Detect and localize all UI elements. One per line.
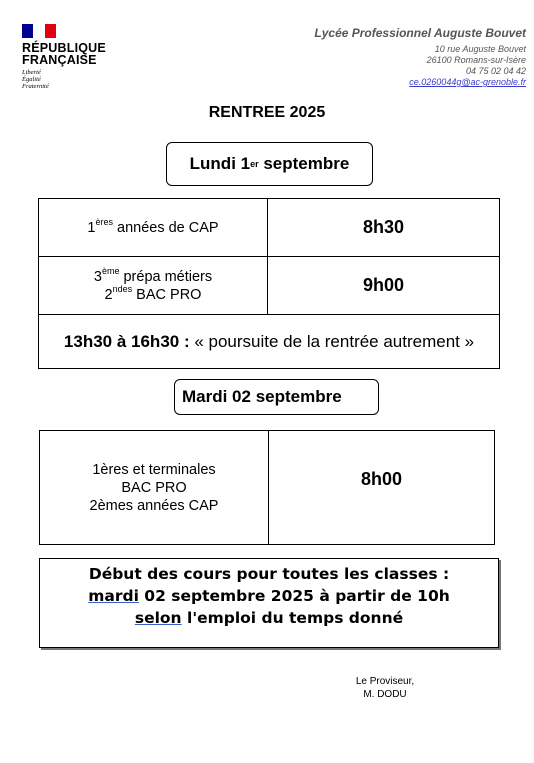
school-city: 26100 Romans-sur-Isère bbox=[426, 55, 526, 65]
notice-date: 02 septembre 2025 à partir de 10h bbox=[138, 587, 450, 605]
row2-line1 bbox=[40, 265, 266, 286]
signature-block bbox=[340, 675, 430, 701]
logo-name-line2: FRANÇAISE bbox=[22, 53, 97, 67]
row2-l1-num: 3 bbox=[93, 268, 102, 285]
table-row bbox=[40, 431, 495, 545]
day2-heading: Mardi 02 septembre bbox=[174, 379, 379, 415]
table-row bbox=[39, 199, 500, 257]
row2-l2-num: 2 bbox=[104, 286, 113, 303]
row1-text: années de CAP bbox=[112, 219, 219, 236]
school-street: 10 rue Auguste Bouvet bbox=[434, 44, 526, 54]
notice-line1: Début des cours pour toutes les classes : bbox=[88, 565, 450, 583]
logo-motto bbox=[22, 69, 112, 90]
row1-time: 8h30 bbox=[268, 199, 500, 257]
signature-role: Le Proviseur, bbox=[355, 676, 415, 687]
page-title: RENTREE 2025 bbox=[208, 104, 326, 121]
row1-label bbox=[39, 199, 268, 257]
day1-heading: Lundi 1 er septembre bbox=[166, 142, 373, 186]
day1-text: Lundi 1 bbox=[189, 154, 251, 173]
school-email-link[interactable]: ce.0260044g@ac-grenoble.fr bbox=[409, 77, 526, 87]
classes-start-notice bbox=[39, 558, 499, 648]
table-row bbox=[39, 257, 500, 315]
t2-line2: 2èmes années CAP bbox=[89, 497, 219, 514]
row2-line2 bbox=[40, 283, 266, 304]
day1-month: septembre bbox=[258, 154, 350, 173]
row2-time: 9h00 bbox=[268, 257, 500, 315]
row2-l1-text: prépa métiers bbox=[119, 268, 213, 285]
row3-afternoon bbox=[39, 315, 500, 369]
notice-day: mardi bbox=[88, 587, 139, 605]
notice-schedule: l'emploi du temps donné bbox=[181, 609, 404, 627]
table-row bbox=[39, 315, 500, 369]
t2-time: 8h00 bbox=[269, 431, 495, 545]
school-name: Lycée Professionnel Auguste Bouvet bbox=[314, 26, 526, 40]
schedule-table-tuesday bbox=[39, 430, 495, 545]
row2-l2-sup: ndes bbox=[112, 283, 133, 294]
signature-name: M. DODU bbox=[363, 689, 407, 700]
t2-label bbox=[40, 431, 269, 545]
logo-name-line1: RÉPUBLIQUE bbox=[22, 41, 106, 55]
row3-text: « poursuite de la rentrée autrement » bbox=[189, 332, 475, 351]
notice-selon: selon bbox=[134, 609, 182, 627]
row2-l1-sup: ème bbox=[101, 265, 120, 276]
notice-line3 bbox=[40, 607, 498, 629]
motto-liberte: Liberté bbox=[22, 69, 41, 76]
motto-egalite: Égalité bbox=[22, 76, 41, 83]
schedule-table-monday bbox=[38, 198, 500, 369]
row2-l2-text: BAC PRO bbox=[132, 286, 202, 303]
school-header bbox=[314, 26, 526, 88]
row2-label bbox=[39, 257, 268, 315]
marianne-flag-icon bbox=[22, 24, 56, 38]
notice-line2 bbox=[40, 585, 498, 607]
school-phone: 04 75 02 04 42 bbox=[465, 66, 526, 76]
row1-sup: ères bbox=[95, 216, 113, 227]
row3-hours: 13h30 à 16h30 : bbox=[63, 332, 190, 351]
republique-francaise-logo bbox=[22, 24, 112, 90]
motto-fraternite: Fraternité bbox=[22, 83, 49, 90]
t2-line1: 1ères et terminales BAC PRO bbox=[92, 461, 216, 496]
row1-num: 1 bbox=[87, 219, 96, 236]
